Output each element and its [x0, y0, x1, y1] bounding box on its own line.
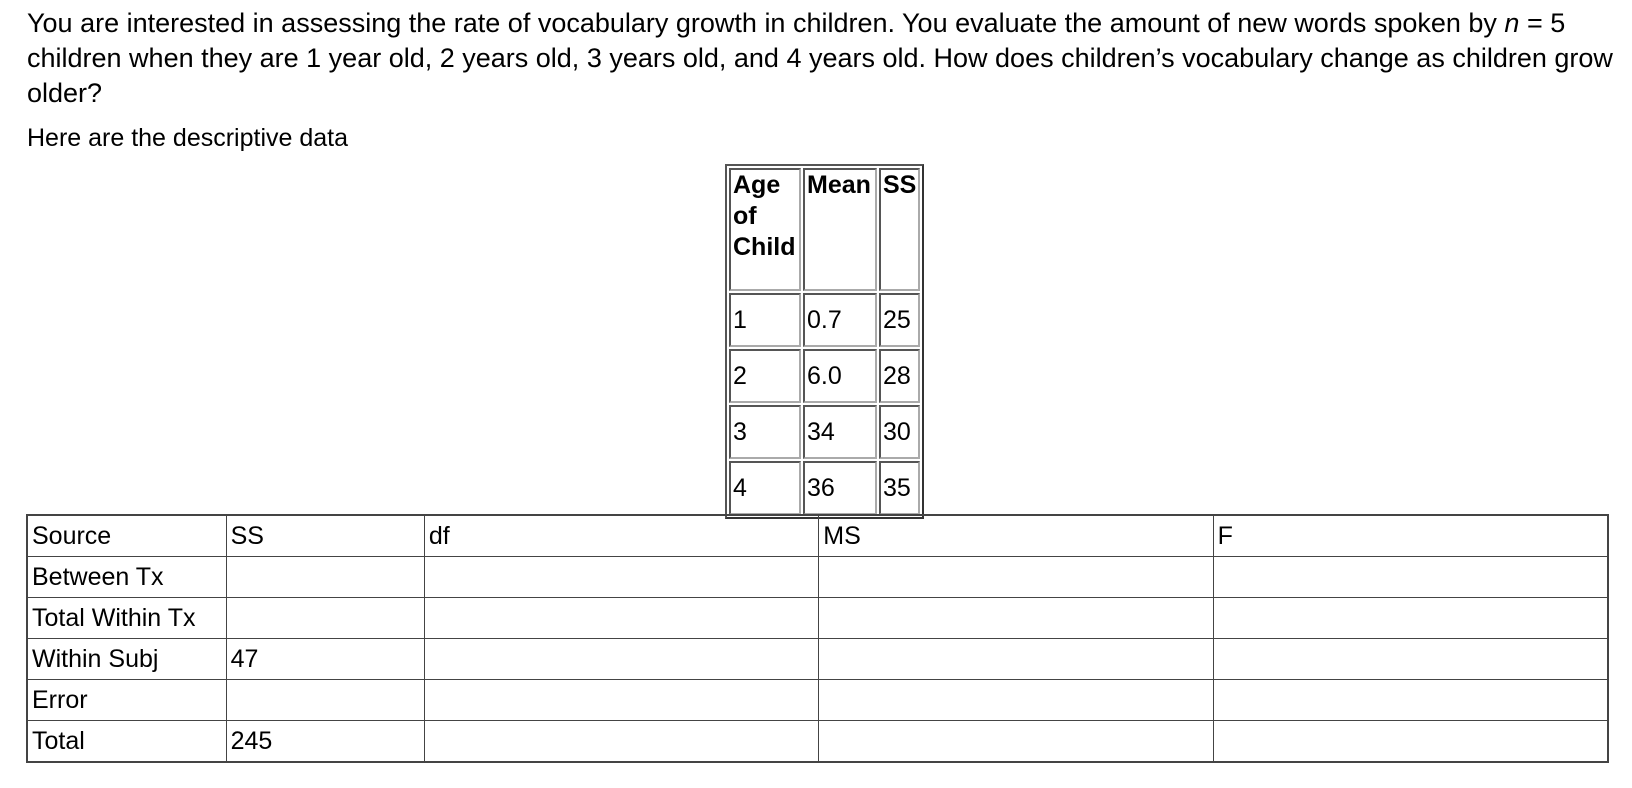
descriptive-data-table	[725, 164, 924, 519]
ms-cell[interactable]	[819, 557, 1213, 598]
mean-cell: 0.7	[803, 293, 877, 347]
ss-cell[interactable]: 47	[226, 639, 424, 680]
descriptive-header-row	[729, 168, 920, 291]
f-cell[interactable]	[1213, 721, 1608, 763]
ss-cell[interactable]	[226, 680, 424, 721]
mean-cell: 34	[803, 405, 877, 459]
ss-cell: 35	[879, 461, 920, 515]
problem-text-part-2: = 5 children when they are 1 year old, 2 years old, 3 years old, and 4 years old. How does children’s vocabulary change as children grow older?	[27, 8, 1613, 108]
df-cell[interactable]	[424, 680, 818, 721]
df-cell[interactable]	[424, 598, 818, 639]
table-row	[729, 349, 920, 403]
f-cell[interactable]	[1213, 598, 1608, 639]
source-cell: Total	[27, 721, 226, 763]
ss-cell[interactable]	[226, 598, 424, 639]
source-cell: Total Within Tx	[27, 598, 226, 639]
header-f: F	[1213, 515, 1608, 557]
df-cell[interactable]	[424, 557, 818, 598]
ss-cell: 30	[879, 405, 920, 459]
header-age-of-child: Age of Child	[729, 168, 801, 291]
ss-cell: 25	[879, 293, 920, 347]
age-cell: 3	[729, 405, 801, 459]
age-cell: 2	[729, 349, 801, 403]
ss-cell[interactable]: 245	[226, 721, 424, 763]
header-source: Source	[27, 515, 226, 557]
header-ss: SS	[879, 168, 920, 291]
table-row	[729, 405, 920, 459]
ms-cell[interactable]	[819, 598, 1213, 639]
table-row	[27, 557, 1608, 598]
table-row	[27, 680, 1608, 721]
ms-cell[interactable]	[819, 639, 1213, 680]
sample-size-variable: n	[1504, 8, 1520, 38]
table-row	[729, 293, 920, 347]
header-df: df	[424, 515, 818, 557]
problem-statement	[27, 6, 1627, 111]
age-cell: 1	[729, 293, 801, 347]
mean-cell: 6.0	[803, 349, 877, 403]
ss-cell: 28	[879, 349, 920, 403]
anova-header-row	[27, 515, 1608, 557]
header-mean: Mean	[803, 168, 877, 291]
ms-cell[interactable]	[819, 721, 1213, 763]
source-cell: Within Subj	[27, 639, 226, 680]
table-row	[27, 721, 1608, 763]
table-row	[27, 598, 1608, 639]
df-cell[interactable]	[424, 721, 818, 763]
table-row	[729, 461, 920, 515]
anova-table	[26, 514, 1609, 763]
f-cell[interactable]	[1213, 557, 1608, 598]
table-row	[27, 639, 1608, 680]
descriptive-data-intro: Here are the descriptive data	[27, 124, 349, 152]
f-cell[interactable]	[1213, 639, 1608, 680]
mean-cell: 36	[803, 461, 877, 515]
ms-cell[interactable]	[819, 680, 1213, 721]
age-cell: 4	[729, 461, 801, 515]
source-cell: Between Tx	[27, 557, 226, 598]
header-ss: SS	[226, 515, 424, 557]
source-cell: Error	[27, 680, 226, 721]
f-cell[interactable]	[1213, 680, 1608, 721]
problem-text-part-1: You are interested in assessing the rate of vocabulary growth in children. You evaluate the amount of new words spoken by	[27, 8, 1505, 38]
ss-cell[interactable]	[226, 557, 424, 598]
df-cell[interactable]	[424, 639, 818, 680]
header-ms: MS	[819, 515, 1213, 557]
